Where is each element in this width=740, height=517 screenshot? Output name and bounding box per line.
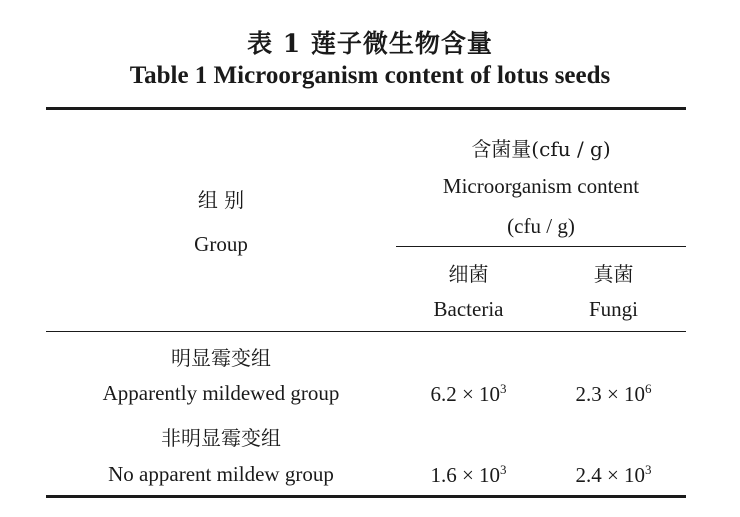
- header-bacteria-cn: 细菌: [448, 262, 489, 286]
- mid-rule: [46, 331, 686, 332]
- header-group-cn: 组 别: [197, 188, 245, 212]
- header-content-unit: (cfu / g): [507, 214, 575, 238]
- table-title-en: Table 1 Microorganism content of lotus seeds: [129, 62, 611, 89]
- row-1-fungi-value: $2.3 \times 10^6$: [575, 381, 652, 406]
- header-fungi-en: Fungi: [588, 297, 638, 321]
- header-subrule: [396, 246, 686, 247]
- row-2-group-cn: 非明显霉变组: [161, 426, 281, 450]
- table-title-cn: 表 1 莲子微生物含量: [247, 29, 493, 58]
- row-1-group-en: Apparently mildewed group: [102, 381, 340, 405]
- header-group-en: Group: [194, 232, 248, 256]
- header-bacteria-en: Bacteria: [433, 297, 504, 321]
- header-content-cn: 含菌量(cfu / g): [471, 137, 611, 161]
- row-2-bacteria-value: $1.6 \times 10^3$: [430, 462, 507, 487]
- row-2-group-en: No apparent mildew group: [108, 462, 334, 486]
- row-2-fungi-value: $2.4 \times 10^3$: [575, 462, 652, 487]
- row-1-group-cn: 明显霉变组: [171, 346, 271, 370]
- bottom-rule: [46, 495, 686, 498]
- header-fungi-cn: 真菌: [593, 262, 634, 286]
- row-1-bacteria-value: $6.2 \times 10^3$: [430, 381, 507, 406]
- header-content-en: Microorganism content: [442, 174, 640, 198]
- top-rule: [46, 107, 686, 110]
